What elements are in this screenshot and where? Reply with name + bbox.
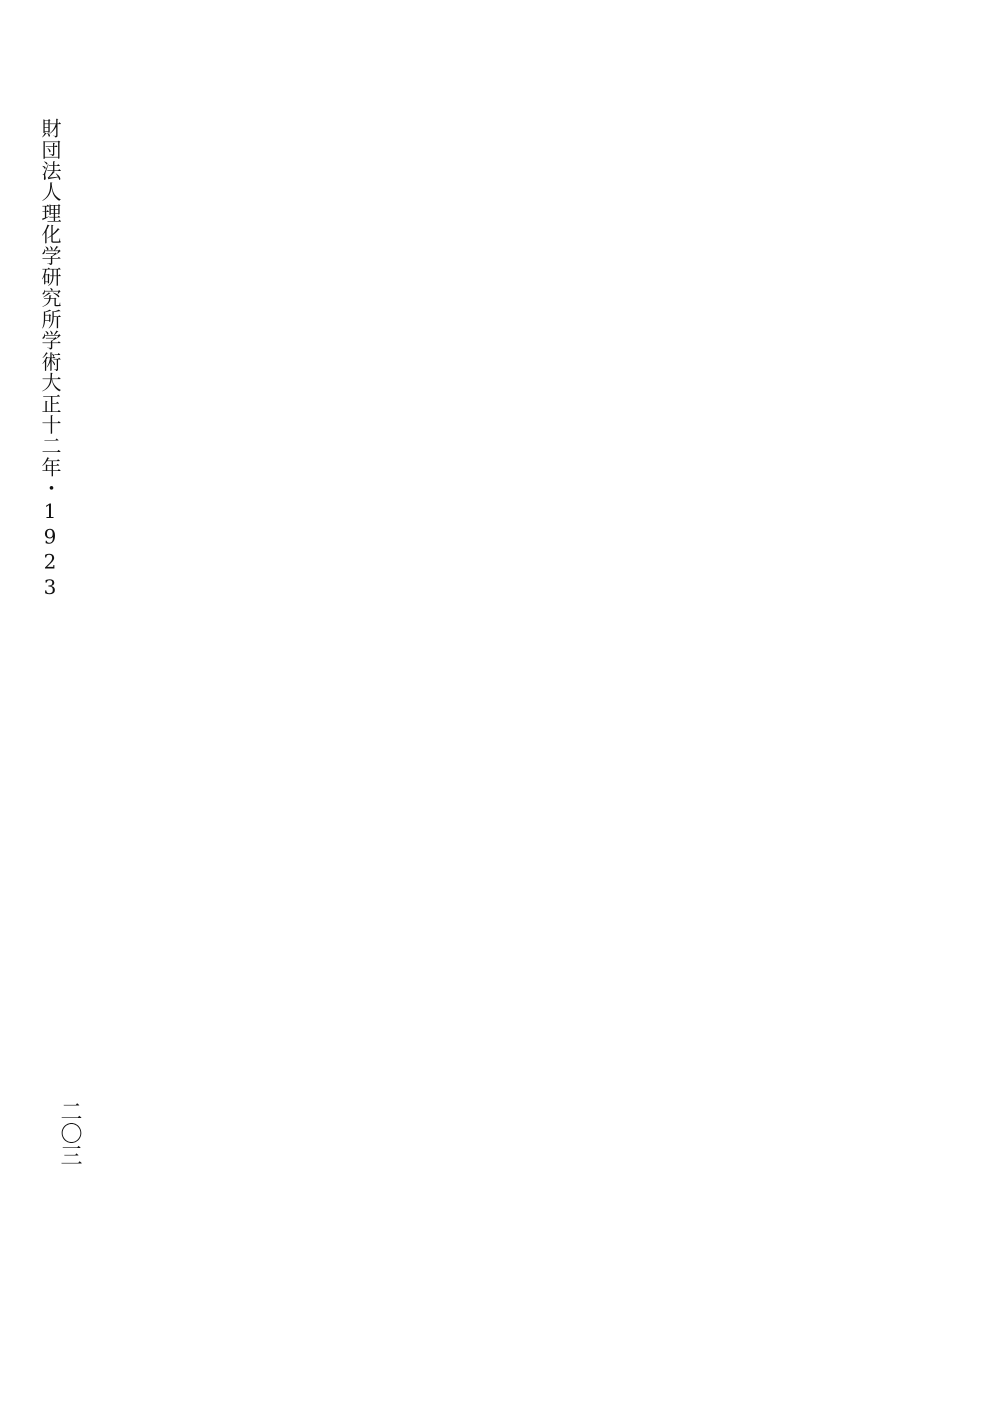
body-left: [87, 680, 967, 1280]
page-number: 二〇三: [57, 1100, 82, 1166]
publisher-name: 財団法人理化学研究所: [38, 118, 62, 330]
year-label: 大正十二年・1923: [38, 372, 62, 601]
category-label: 学術: [38, 330, 62, 373]
body-right: [87, 48, 967, 668]
